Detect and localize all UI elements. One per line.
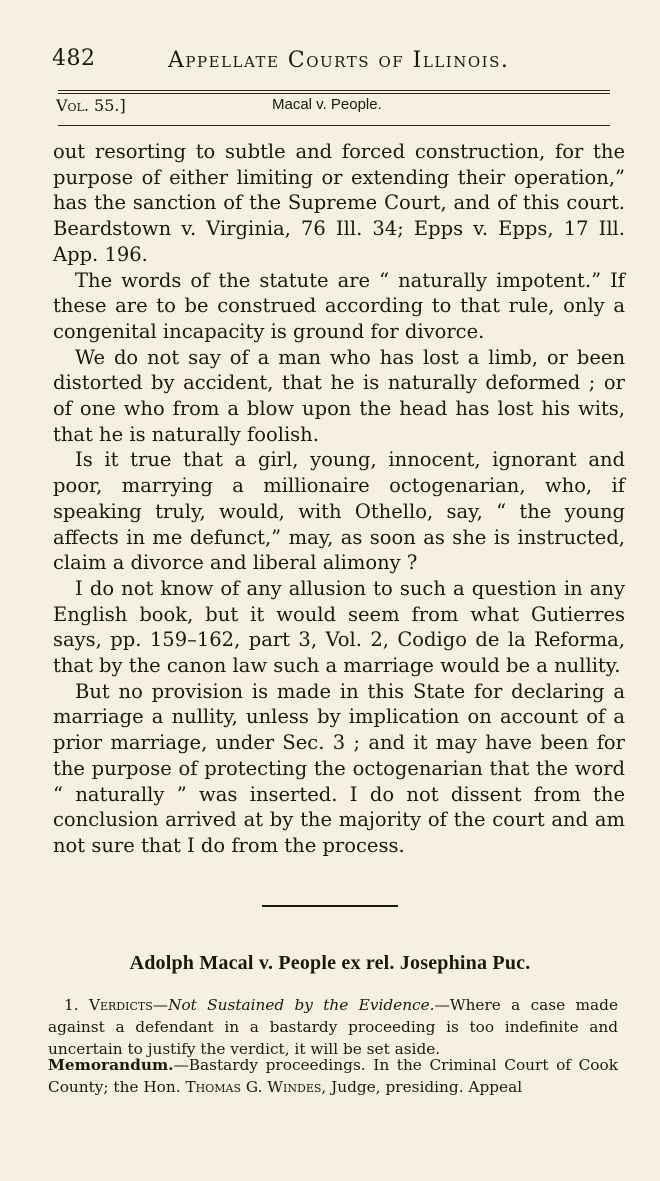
header-rule-double — [58, 93, 610, 94]
memorandum-paragraph: Memorandum.—Bastardy proceedings. In the Criminal Court of Cook County; the Hon. Thomas G. Windes, Judge, presiding. Appeal — [48, 1056, 618, 1096]
section-separator — [262, 905, 398, 907]
paragraph: Is it true that a girl, young, innocent, ignorant and poor, marrying a millionaire octogenarian, who, if speaking truly, would, with Othello, say, “ the young affects in me defunct,” may, as soon as she is instructed, claim a divorce and liberal alimony ? — [53, 448, 625, 575]
memorandum-label: Memorandum. — [48, 1056, 174, 1074]
headnote-topic: Verdicts — [88, 996, 153, 1014]
paragraph: The words of the statute are “ naturally impotent.” If these are to be construed according to that rule, only a congenital incapacity is ground for divorce. — [53, 268, 625, 343]
case-caption: Macal v. People. — [272, 96, 382, 113]
header-rule — [58, 90, 610, 91]
judge-name: Thomas G. Windes — [185, 1078, 322, 1096]
headnote — [48, 994, 618, 1060]
volume-label: Vol. 55.] — [56, 96, 126, 115]
memorandum-text: Bastardy proceedings. In the Criminal Court of Cook County; the Hon. — [48, 1056, 618, 1096]
headnote-number: 1. — [64, 996, 79, 1014]
paragraph: out resorting to subtle and forced construction, for the purpose of either limiting or extending their operation,” has the sanction of the Supreme Court, and of this court. Beardstown v. Virginia, 76 Ill. 34; Epps v. Epps, 17 Ill. App. 196. — [53, 140, 625, 266]
opinion-body — [53, 139, 625, 859]
memorandum-text-end: , Judge, presiding. Appeal — [321, 1078, 523, 1096]
case-heading: Adolph Macal v. People ex rel. Josephina Puc. — [129, 952, 531, 974]
running-title: Appellate Courts of Illinois. — [168, 48, 510, 73]
headnote-text: Where a case made against a defendant in a bastardy proceeding is too indefinite and uncertain to justify the verdict, it will be set aside. — [48, 996, 619, 1058]
paragraph: But no provision is made in this State for declaring a marriage a nullity, unless by implication on account of a prior marriage, under Sec. 3 ; and it may have been for the purpose of protecting the octogenarian that the word “ naturally ” was inserted. I do not dissent from the conclusion arrived at by the majority of the court and am not sure that I do from the process. — [53, 679, 625, 857]
paragraph: I do not know of any allusion to such a question in any English book, but it would seem from what Gutierres says, pp. 159–162, part 3, Vol. 2, Codigo de la Reforma, that by the canon law such a marriage would be a nullity. — [53, 576, 625, 678]
headnote-subtopic: Not Sustained by the Evidence. — [168, 996, 435, 1014]
page-number: 482 — [52, 46, 96, 71]
memorandum — [48, 1054, 618, 1098]
headnote-paragraph: 1. Verdicts—Not Sustained by the Evidence.—Where a case made against a defendant in a bastardy proceeding is too indefinite and uncertain to justify the verdict, it will be set aside. — [48, 996, 619, 1058]
caption-rule — [58, 125, 610, 126]
paragraph: We do not say of a man who has lost a limb, or been distorted by accident, that he is naturally deformed ; or of one who from a blow upon the head has lost his wits, that he is naturally foolish. — [53, 345, 625, 446]
